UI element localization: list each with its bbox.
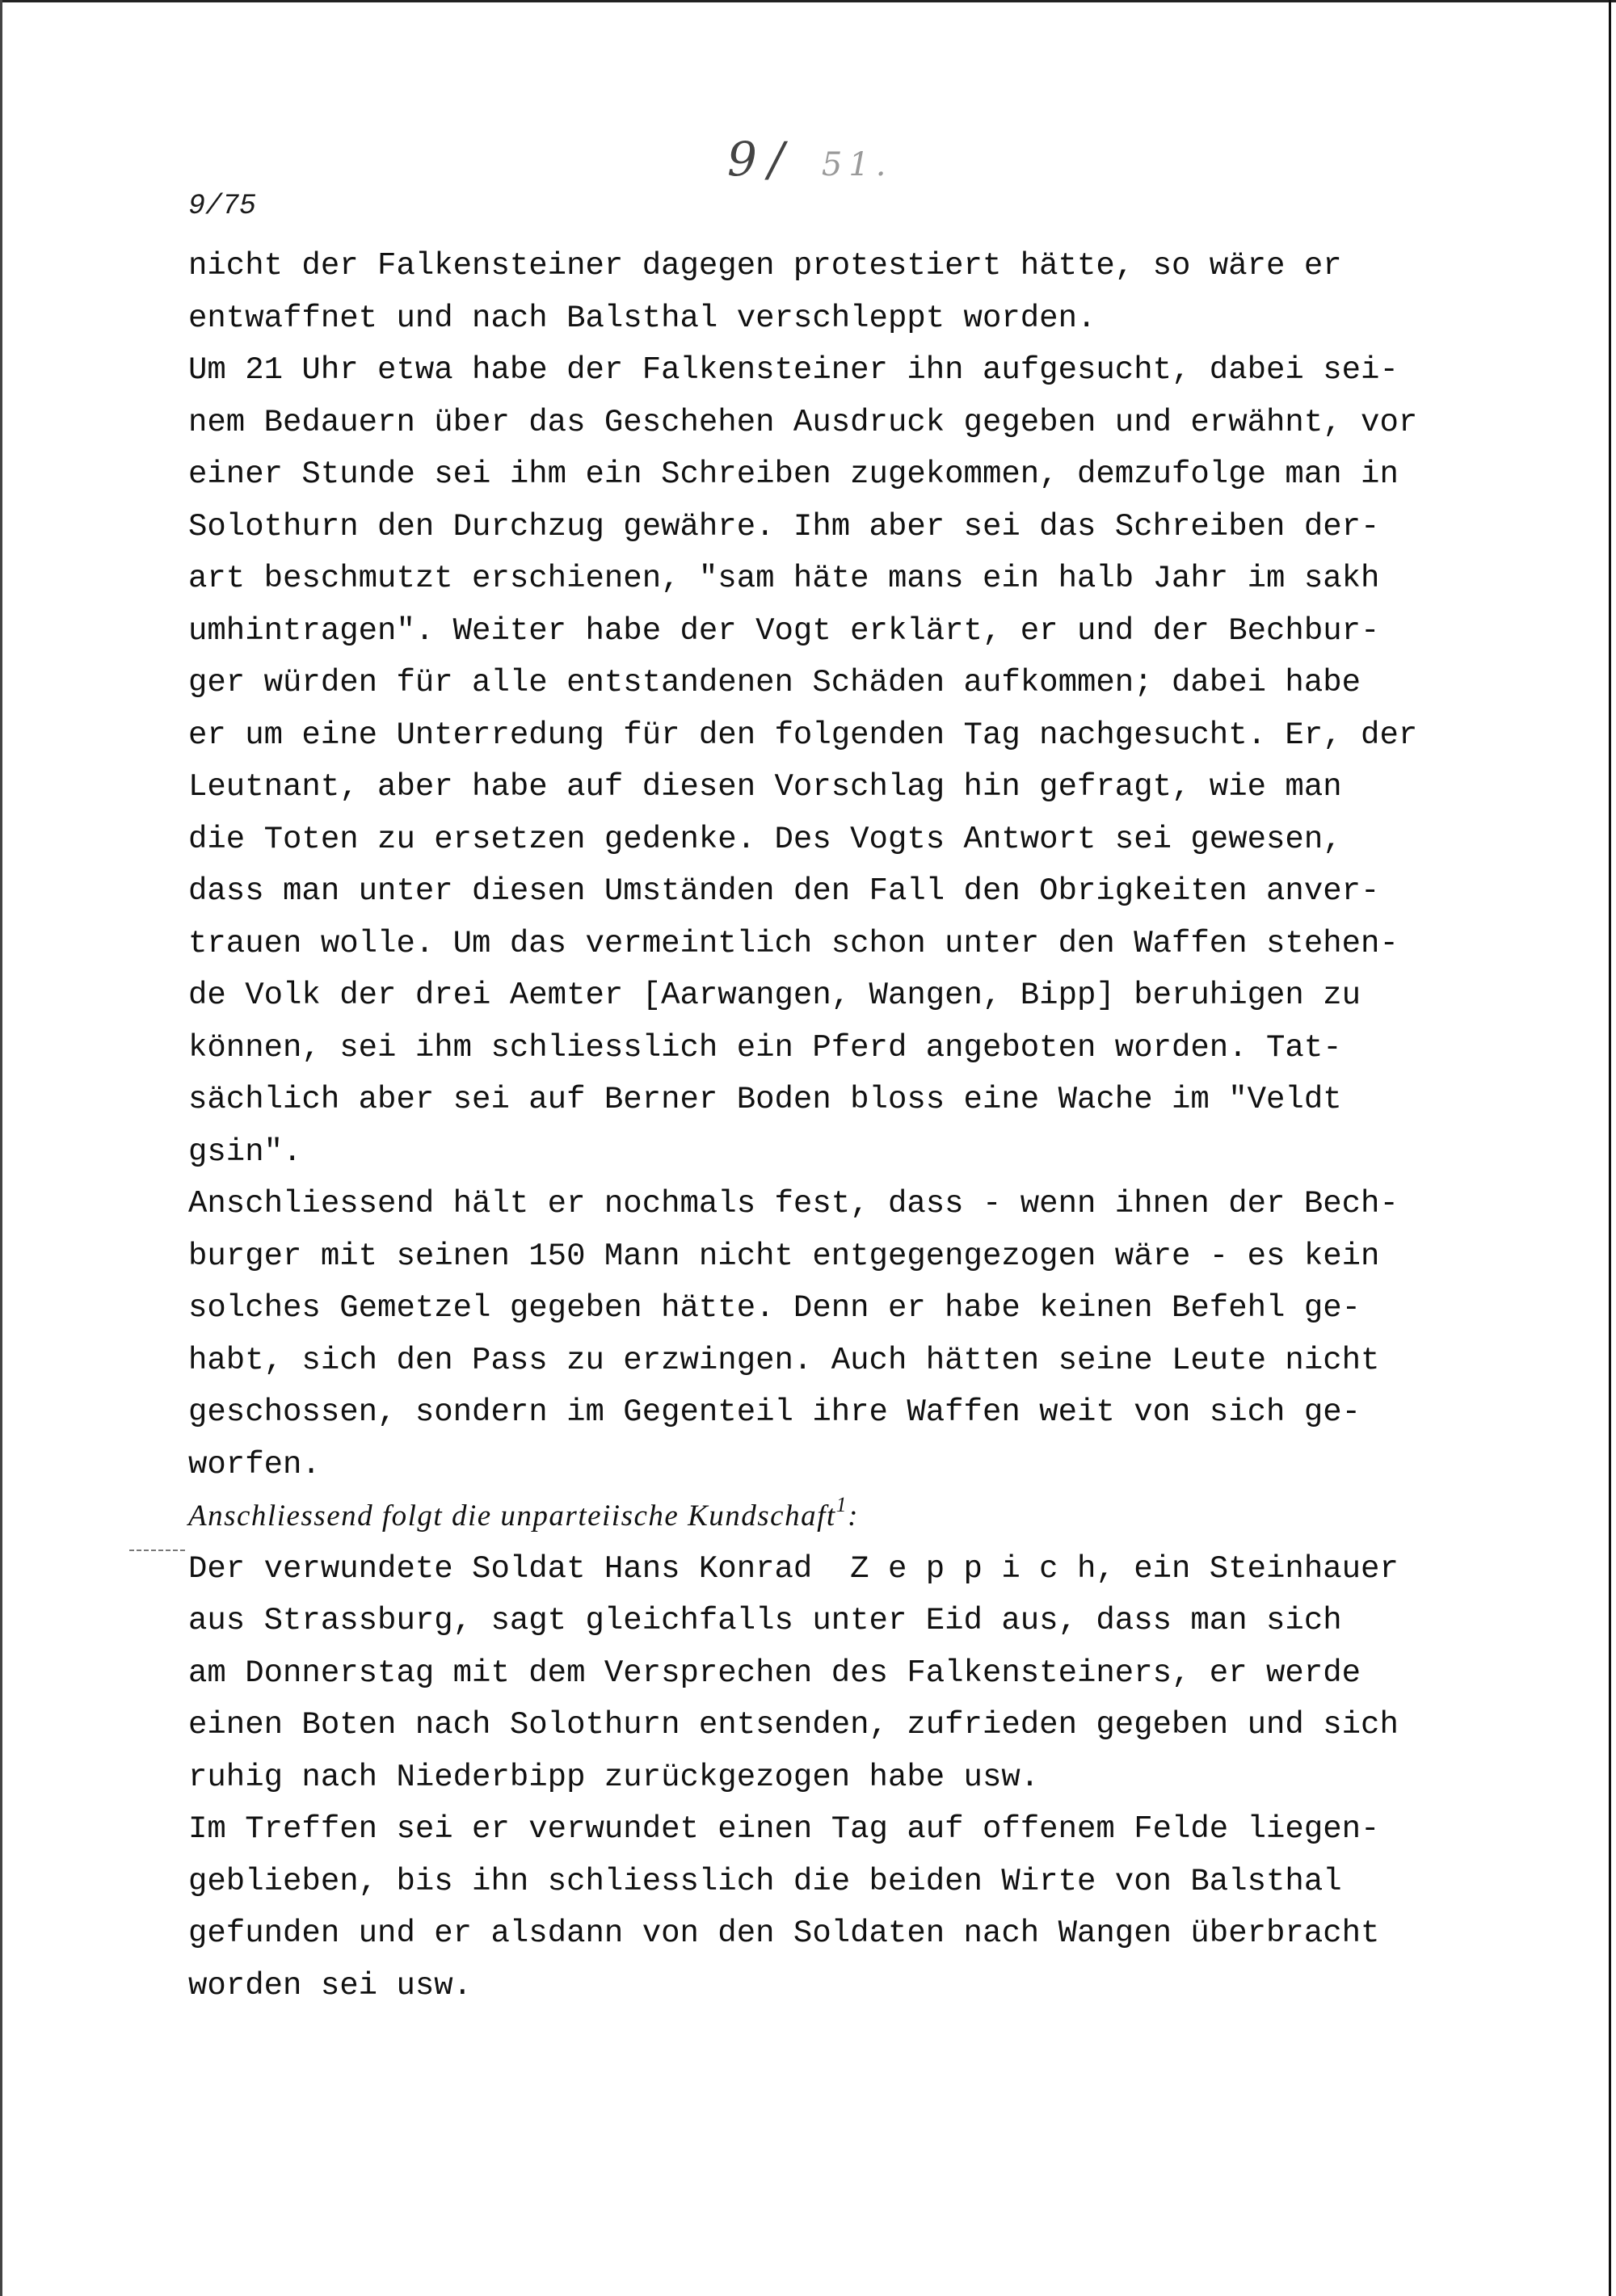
text-line: geblieben, bis ihn schliesslich die beiden Wirte von Balsthal — [188, 1863, 1342, 1899]
text-line: burger mit seinen 150 Mann nicht entgegengezogen wäre - es kein — [188, 1238, 1380, 1274]
text-line: worfen. — [188, 1446, 321, 1482]
text-line: ger würden für alle entstandenen Schäden aufkommen; dabei habe — [188, 665, 1361, 700]
text-line: dass man unter diesen Umständen den Fall den Obrigkeiten anver- — [188, 873, 1380, 909]
text-line: solches Gemetzel gegeben hätte. Denn er habe keinen Befehl ge- — [188, 1290, 1361, 1326]
text-line: sächlich aber sei auf Berner Boden bloss eine Wache im "Veldt — [188, 1082, 1342, 1117]
section-heading-colon: : — [848, 1499, 859, 1533]
text-line: Um 21 Uhr etwa habe der Falkensteiner ihn aufgesucht, dabei sei- — [188, 352, 1399, 388]
page-number: 9/75 — [188, 190, 257, 222]
text-line: gsin". — [188, 1133, 302, 1170]
text-line: art beschmutzt erschienen, "sam häte mans ein halb Jahr im sakh — [188, 561, 1380, 596]
body-text — [188, 240, 1481, 2012]
text-line: einen Boten nach Solothurn entsenden, zufrieden gegeben und sich — [188, 1707, 1399, 1743]
text-line: geschossen, sondern im Gegenteil ihre Waffen weit von sich ge- — [188, 1394, 1361, 1430]
text-line: Im Treffen sei er verwundet einen Tag auf offenem Felde liegen- — [188, 1811, 1380, 1847]
text-line: trauen wolle. Um das vermeintlich schon unter den Waffen stehen- — [188, 925, 1399, 961]
text-line: Solothurn den Durchzug gewähre. Ihm aber sei das Schreiben der- — [188, 508, 1380, 545]
text-line: Der verwundete Soldat Hans Konrad Z e p p i c h, ein Steinhauer — [188, 1550, 1399, 1587]
text-line: Leutnant, aber habe auf diesen Vorschlag hin gefragt, wie man — [188, 769, 1342, 805]
scan-border-left — [0, 0, 2, 2296]
text-line: habt, sich den Pass zu erzwingen. Auch hätten seine Leute nicht — [188, 1342, 1380, 1378]
text-line: worden sei usw. — [188, 1967, 473, 2004]
text-line: nicht der Falkensteiner dagegen protestiert hätte, so wäre er — [188, 248, 1342, 284]
handwritten-annotation-main: 9/ — [727, 132, 796, 187]
text-line: die Toten zu ersetzen gedenke. Des Vogts Antwort sei gewesen, — [188, 821, 1342, 857]
handwritten-annotation-faint: 51. — [821, 146, 893, 183]
scan-border-top — [0, 0, 1616, 2]
text-line: ruhig nach Niederbipp zurückgezogen habe usw. — [188, 1759, 1040, 1795]
text-line: gefunden und er alsdann von den Soldaten nach Wangen überbracht — [188, 1915, 1380, 1951]
text-line: einer Stunde sei ihm ein Schreiben zugekommen, demzufolge man in — [188, 456, 1399, 492]
scan-border-right — [1609, 0, 1611, 2296]
text-line: er um eine Unterredung für den folgenden Tag nachgesucht. Er, der — [188, 717, 1418, 753]
text-line: aus Strassburg, sagt gleichfalls unter Eid aus, dass man sich — [188, 1603, 1342, 1638]
margin-pencil-mark — [129, 1550, 186, 1551]
section-heading-text: Anschliessend folgt die unparteiische Kundschaft — [188, 1499, 836, 1533]
footnote-marker: 1 — [835, 1492, 848, 1516]
text-line: entwaffnet und nach Balsthal verschleppt worden. — [188, 300, 1096, 336]
text-line: können, sei ihm schliesslich ein Pferd angeboten worden. Tat- — [188, 1029, 1342, 1066]
text-line: nem Bedauern über das Geschehen Ausdruck gegeben und erwähnt, vor — [188, 404, 1418, 440]
section-heading — [188, 1491, 1481, 1543]
text-line: am Donnerstag mit dem Versprechen des Falkensteiners, er werde — [188, 1655, 1361, 1691]
text-line: de Volk der drei Aemter [Aarwangen, Wangen, Bipp] beruhigen zu — [188, 978, 1361, 1013]
text-line: umhintragen". Weiter habe der Vogt erklärt, er und der Bechbur- — [188, 612, 1380, 649]
handwritten-page-annotation — [727, 132, 893, 187]
text-line: Anschliessend hält er nochmals fest, dass - wenn ihnen der Bech- — [188, 1186, 1399, 1222]
